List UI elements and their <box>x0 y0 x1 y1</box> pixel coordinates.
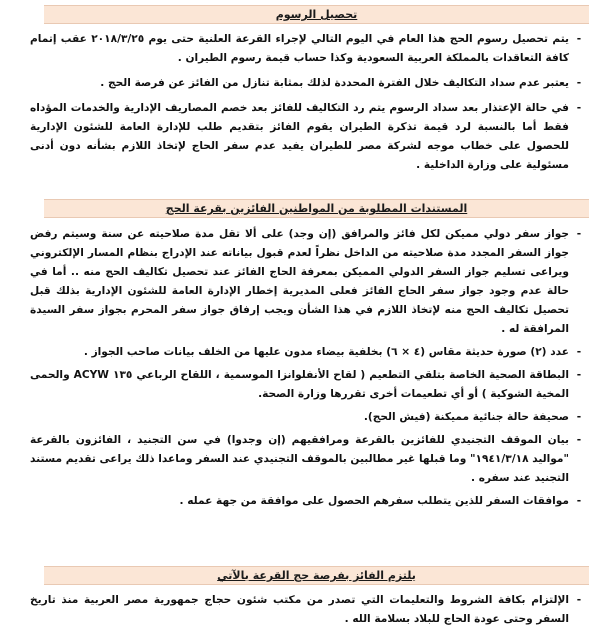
section-header-obligations <box>44 566 589 585</box>
list-item <box>30 408 585 427</box>
list-item <box>30 225 585 339</box>
item-text: في حالة الإعتذار بعد سداد الرسوم يتم رد التكاليف للفائز بعد خصم المصاريف الإدارية والخدمات المؤداه فقط أما بالنسبة لرد قيمة تذكرة الطيران يقوم الفائز بتقديم طلب للإدارة العامة للشئون الإدارية للحصول على خطاب موجه لشركة مصر للطيران يفيد عدم سفر الحاج لإتخاذ اللازم بشأنه دون أدنى مسئولية على وزارة الداخلية . <box>30 102 569 171</box>
item-text: يتم تحصيل رسوم الحج هذا العام في اليوم التالي لإجراء القرعة العلنية حتى يوم ٢٠١٨/٣/٢٥ عقب إتمام كافة التعاقدات بالمملكة العربية السعودية وكذا حساب قيمة رسوم الطيران . <box>30 33 569 64</box>
section-title: المستندات المطلوبة من المواطنين الفائزين بقرعة الحج <box>165 202 468 215</box>
item-text: موافقات السفر للذين يتطلب سفرهم الحصول على موافقة من جهة عمله . <box>179 495 569 507</box>
list-item <box>30 99 585 175</box>
item-text: صحيفة حالة جنائية مميكنة (فيش الحج). <box>363 411 569 423</box>
bullet-dash-icon: - <box>576 346 582 358</box>
item-text: يعتبر عدم سداد التكاليف خلال الفترة المحددة لذلك بمثابة تنازل من الفائز عن فرصة الحج . <box>100 77 569 89</box>
item-text: جواز سفر دولي مميكن لكل فائز والمرافق (إن وجد) على ألا تقل مدة صلاحيته عن سنة وسيتم رفض جواز السفر المجدد مدة صلاحيته من الداخل نظراً لعدم قبول بياناته عند الإدراج بنظام المسار الإلكتروني ويراعى تسليم جواز السفر الدولي المميكن بمعرفة الحاج الفائز عند تحصيل تكاليف الحج منه .. أما في حالة عدم وجود جواز سفر الحاج الفائز فعلى المديرية إخطار الإدارة العامة للشئون الإدارية بذلك قبل تحصيل تكاليف الحج منه لإتخاذ اللازم في هذا الشأن ويجب إرفاق جواز سفر المحرم بجواز سفر السيدة المرافقة له . <box>30 228 569 335</box>
section-title: تحصيل الرسوم <box>275 8 358 21</box>
documents-list <box>30 225 585 511</box>
item-text: عدد (٢) صورة حديثة مقاس (٤ × ٦) بخلفية بيضاء مدون عليها من الخلف بيانات صاحب الجواز . <box>83 346 569 358</box>
item-text: الإلتزام بكافة الشروط والتعليمات التي تصدر من مكتب شئون حجاج جمهورية مصر العربية منذ تاريخ السفر وحتى عودة الحاج للبلاد بسلامة الله . <box>30 594 569 625</box>
item-text: بيان الموقف التجنيدي للفائزين بالقرعة ومرافقيهم (إن وجدوا) في سن التجنيد ، الفائزون بالقرعة "مواليد ١٩٤١/٣/١٨" وما قبلها غير مطالبين بالموقف التجنيدي عند السفر وماعدا ذلك يراعى تقديم مستند التجنيد عند سفره . <box>30 434 569 484</box>
bullet-dash-icon: - <box>576 594 582 606</box>
obligations-list <box>30 591 585 629</box>
bullet-dash-icon: - <box>576 369 582 381</box>
list-item <box>30 431 585 488</box>
section-header-documents <box>44 199 589 218</box>
fees-list <box>30 30 585 175</box>
section-title: يلتزم الفائز بفرصة حج القرعة بالآتي <box>217 569 416 582</box>
bullet-dash-icon: - <box>576 102 582 114</box>
list-item <box>30 343 585 362</box>
bullet-dash-icon: - <box>576 33 582 45</box>
list-item <box>30 74 585 93</box>
list-item <box>30 366 585 404</box>
bullet-dash-icon: - <box>576 434 582 446</box>
list-item <box>30 492 585 511</box>
list-item <box>30 591 585 629</box>
bullet-dash-icon: - <box>576 495 582 507</box>
bullet-dash-icon: - <box>576 228 582 240</box>
bullet-dash-icon: - <box>576 411 582 423</box>
list-item <box>30 30 585 68</box>
item-text: البطاقة الصحية الخاصة بتلقي التطعيم ( لقاح الأنفلوانزا الموسمية ، اللقاح الرباعي ١٣٥ ACYW والحمى المخية الشوكية ) أو أي تطعيمات أخرى تقررها وزارة الصحة. <box>30 369 569 400</box>
section-header-fees <box>44 5 589 24</box>
bullet-dash-icon: - <box>576 77 582 89</box>
